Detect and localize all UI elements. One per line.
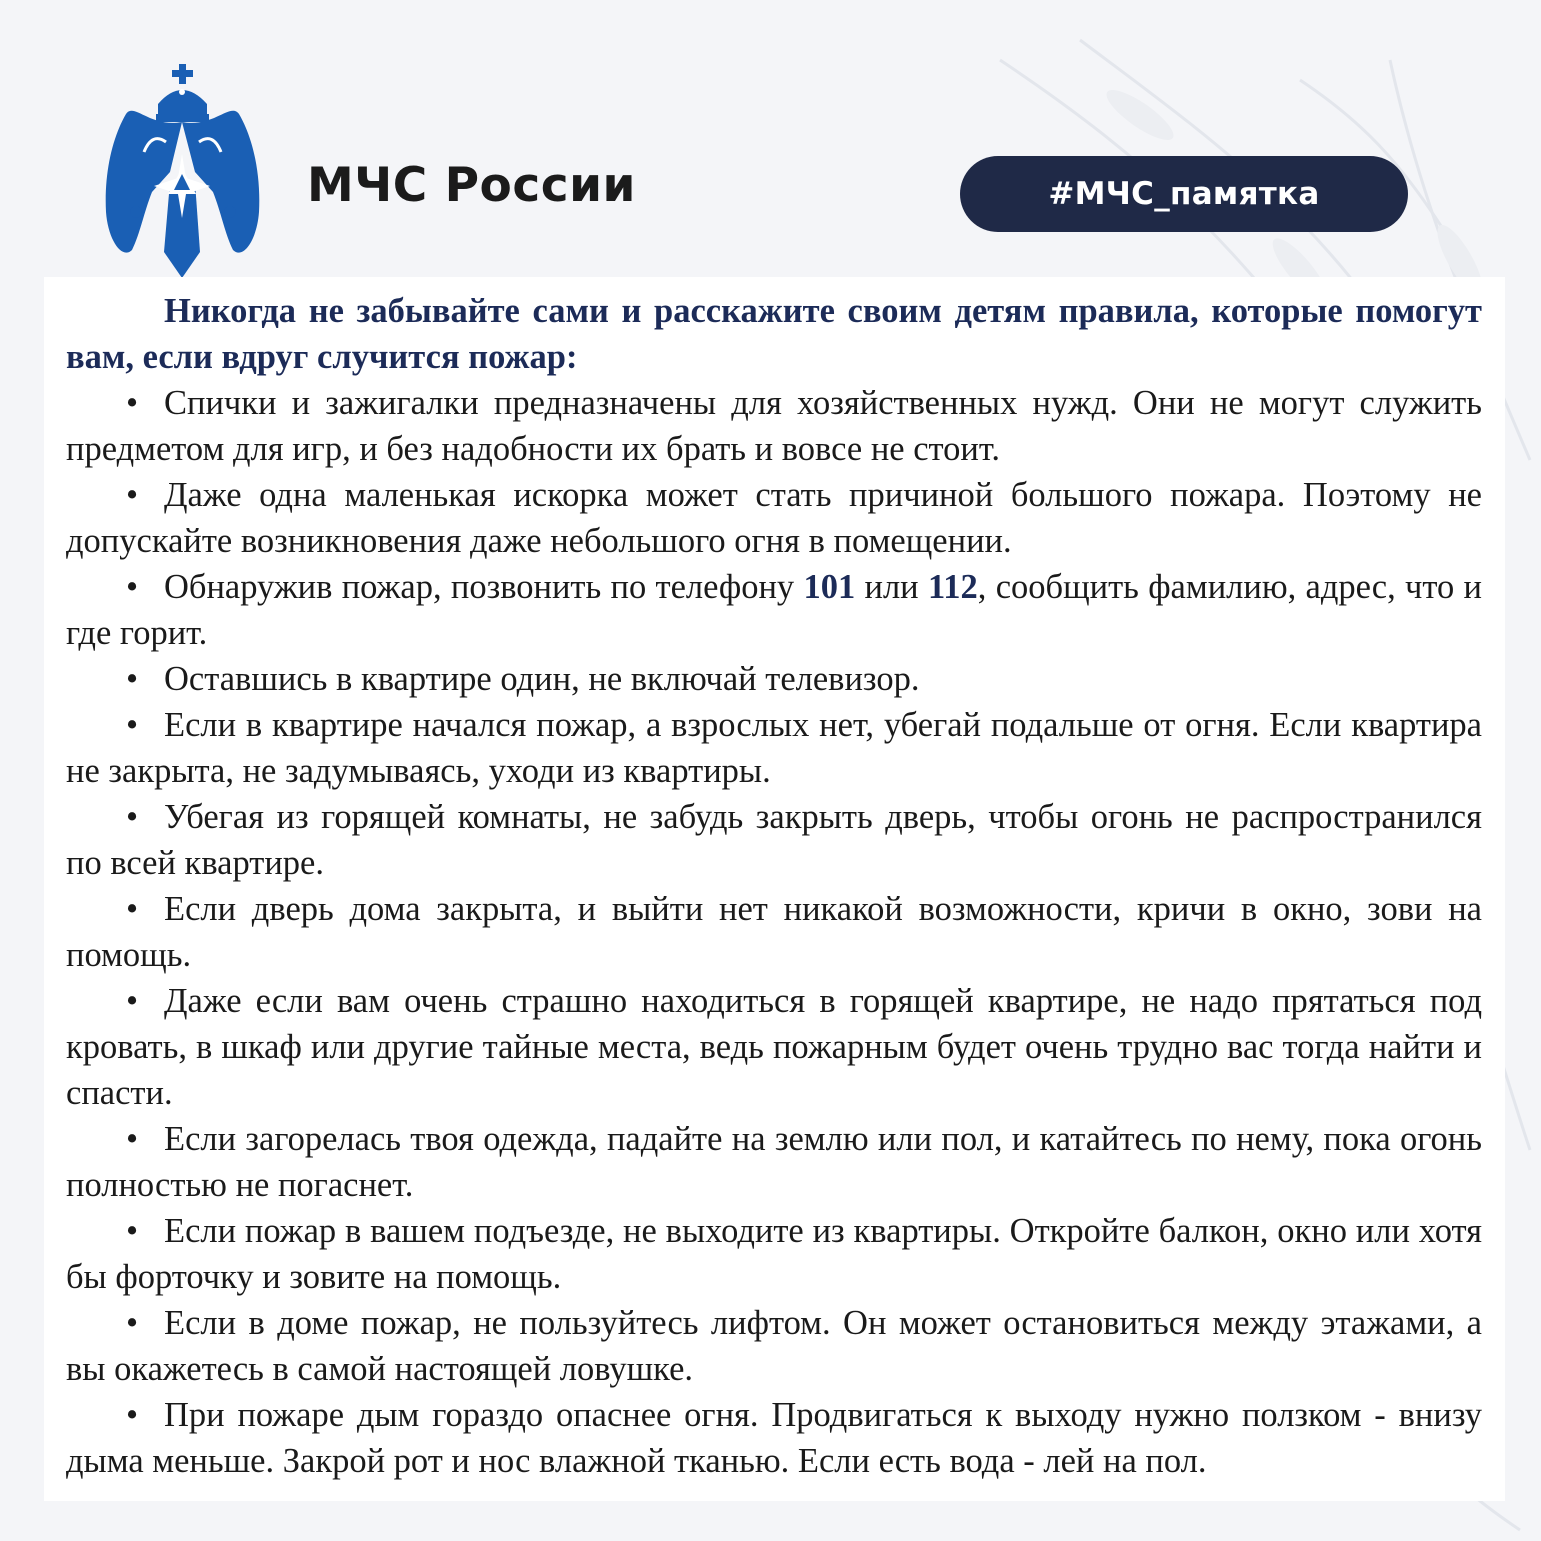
- rule-text: Даже одна маленькая искорка может стать причиной большого пожара. Поэтому не допускайте возникновения даже небольшого огня в помещении.: [66, 476, 1482, 560]
- rule-text: Если в доме пожар, не пользуйтесь лифтом. Он может остановиться между этажами, а вы окажетесь в самой настоящей ловушке.: [66, 1304, 1482, 1388]
- rule-text: Убегая из горящей комнаты, не забудь закрыть дверь, чтобы огонь не распространился по всей квартире.: [66, 798, 1482, 882]
- rule-text: Обнаружив пожар, позвонить по телефону: [164, 568, 795, 606]
- rule-item: [66, 656, 1482, 702]
- intro-paragraph: Никогда не забывайте сами и расскажите своим детям правила, которые помогут вам, если вдруг случится пожар:: [66, 292, 1482, 376]
- rule-text: Если пожар в вашем подъезде, не выходите из квартиры. Откройте балкон, окно или хотя бы форточку и зовите на помощь.: [66, 1212, 1482, 1296]
- bullet-marker: •: [126, 798, 139, 836]
- rule-text: или: [864, 568, 919, 606]
- bullet-marker: •: [126, 1212, 139, 1250]
- bullet-marker: •: [126, 1304, 139, 1342]
- rule-item: [66, 886, 1482, 978]
- bullet-marker: •: [126, 660, 139, 698]
- rule-text: Спички и зажигалки предназначены для хозяйственных нужд. Они не могут служить предметом для игр, и без надобности их брать и вовсе не стоит.: [66, 384, 1482, 468]
- rule-item: [66, 1300, 1482, 1392]
- rule-text: Даже если вам очень страшно находиться в горящей квартире, не надо прятаться под кровать, в шкаф или другие тайные места, ведь пожарным будет очень трудно вас тогда найти и спасти.: [66, 982, 1482, 1112]
- rule-text: Если загорелась твоя одежда, падайте на землю или пол, и катайтесь по нему, пока огонь полностью не погаснет.: [66, 1120, 1482, 1204]
- rule-text: Оставшись в квартире один, не включай телевизор.: [164, 660, 920, 698]
- bullet-marker: •: [126, 706, 139, 744]
- bullet-marker: •: [126, 476, 139, 514]
- rule-item: [66, 380, 1482, 472]
- rule-text: Если в квартире начался пожар, а взрослых нет, убегай подальше от огня. Если квартира не закрыта, не задумываясь, уходи из квартиры.: [66, 706, 1482, 790]
- rule-text: , сообщить фамилию, адрес, что и где горит.: [66, 568, 1482, 652]
- rule-item: [66, 702, 1482, 794]
- rule-item: [66, 472, 1482, 564]
- rule-text: Если дверь дома закрыта, и выйти нет никакой возможности, кричи в окно, зови на помощь.: [66, 890, 1482, 974]
- rule-item: [66, 978, 1482, 1116]
- memo-content: [66, 288, 1482, 1484]
- emchs-eagle-emblem-icon: [100, 62, 265, 280]
- bullet-marker: •: [126, 890, 139, 928]
- rule-item: [66, 794, 1482, 886]
- organization-name: МЧС России: [307, 158, 636, 213]
- phone-number-101: 101: [803, 568, 856, 606]
- hashtag-badge: #МЧС_памятка: [960, 156, 1408, 232]
- rule-item: [66, 1116, 1482, 1208]
- rule-text: При пожаре дым гораздо опаснее огня. Продвигаться к выходу нужно ползком - внизу дыма меньше. Закрой рот и нос влажной тканью. Если есть вода - лей на пол.: [66, 1396, 1482, 1480]
- bullet-marker: •: [126, 568, 139, 606]
- bullet-marker: •: [126, 1120, 139, 1158]
- rule-item: [66, 1208, 1482, 1300]
- phone-number-112: 112: [927, 568, 978, 606]
- rule-item: [66, 564, 1482, 656]
- bullet-marker: •: [126, 982, 139, 1020]
- rule-item: [66, 1392, 1482, 1484]
- bullet-marker: •: [126, 1396, 139, 1434]
- bullet-marker: •: [126, 384, 139, 422]
